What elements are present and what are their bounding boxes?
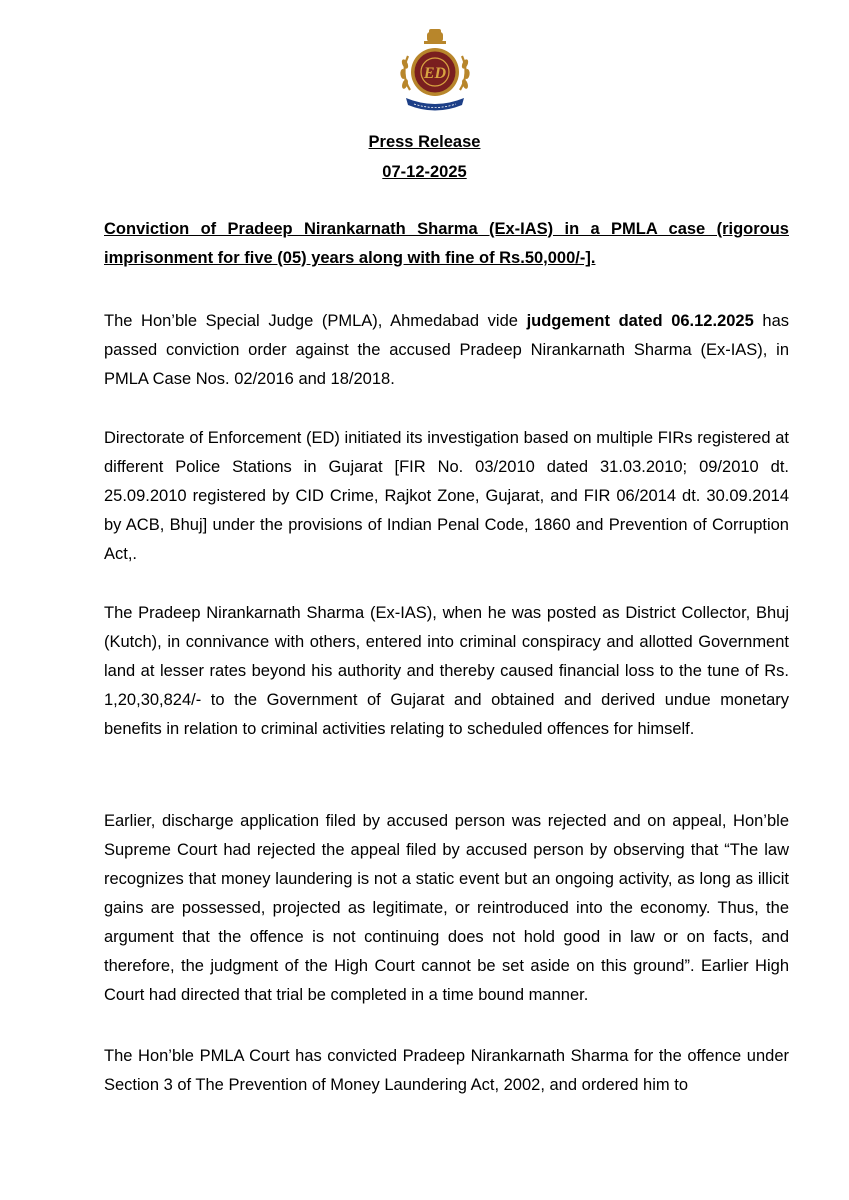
- paragraph-investigation: Directorate of Enforcement (ED) initiated its investigation based on multiple FIRs registered at different Police Stations in Gujarat [FIR No. 03/2010 dated 31.03.2010; 09/2010 dt. 25.09.2010 registered by CID Crime, Rajkot Zone, Gujarat, and FIR 06/2014 dt. 30.09.2014 by ACB, Bhuj] under the provisions of Indian Penal Code, 1860 and Prevention of Corruption Act,.: [104, 429, 789, 563]
- paragraph-conspiracy: The Pradeep Nirankarnath Sharma (Ex-IAS), when he was posted as District Collector, Bhuj (Kutch), in connivance with others, entered into criminal conspiracy and allotted Government land at lesser rates beyond his authority and thereby caused financial loss to the tune of Rs. 1,20,30,824/- to the Government of Gujarat and obtained and derived undue monetary benefits in relation to criminal activities relating to scheduled offences for himself.: [104, 604, 789, 738]
- page-title: Press Release: [368, 133, 481, 151]
- paragraph-conviction: The Hon’ble PMLA Court has convicted Pradeep Nirankarnath Sharma for the offence under Section 3 of The Prevention of Money Laundering Act, 2002, and ordered him to: [104, 1047, 789, 1094]
- paragraph-judgement: [104, 307, 789, 394]
- ed-emblem-logo: [394, 28, 476, 114]
- release-date: 07-12-2025: [382, 163, 467, 181]
- paragraph-text: The Hon’ble Special Judge (PMLA), Ahmedabad vide: [104, 312, 527, 330]
- lion-capital-icon: [424, 29, 446, 44]
- paragraph-supreme-court: Earlier, discharge application filed by accused person was rejected and on appeal, Hon’ble Supreme Court had rejected the appeal filed by accused person by observing that “The law recognizes that money laundering is not a static event but an ongoing activity, as long as illicit gains are possessed, projected as legitimate, or reintroduced into the economy. Thus, the argument that the offence is not continuing does not hold good in law or on facts, and therefore, the judgment of the High Court cannot be set aside on this ground”. Earlier High Court had directed that trial be completed in a time bound manner.: [104, 812, 789, 1004]
- subject-line: Conviction of Pradeep Nirankarnath Sharma (Ex-IAS) in a PMLA case (rigorous imprisonment for five (05) years along with fine of Rs.50,000/-].: [104, 220, 789, 267]
- judgement-date-bold: judgement dated 06.12.2025: [526, 312, 754, 330]
- svg-text:ED: ED: [423, 65, 447, 82]
- paragraph-text: has passed conviction order against the accused Pradeep Nirankarnath Sharma (Ex-IAS), in PMLA Case Nos. 02/2016 and 18/2018.: [104, 312, 789, 388]
